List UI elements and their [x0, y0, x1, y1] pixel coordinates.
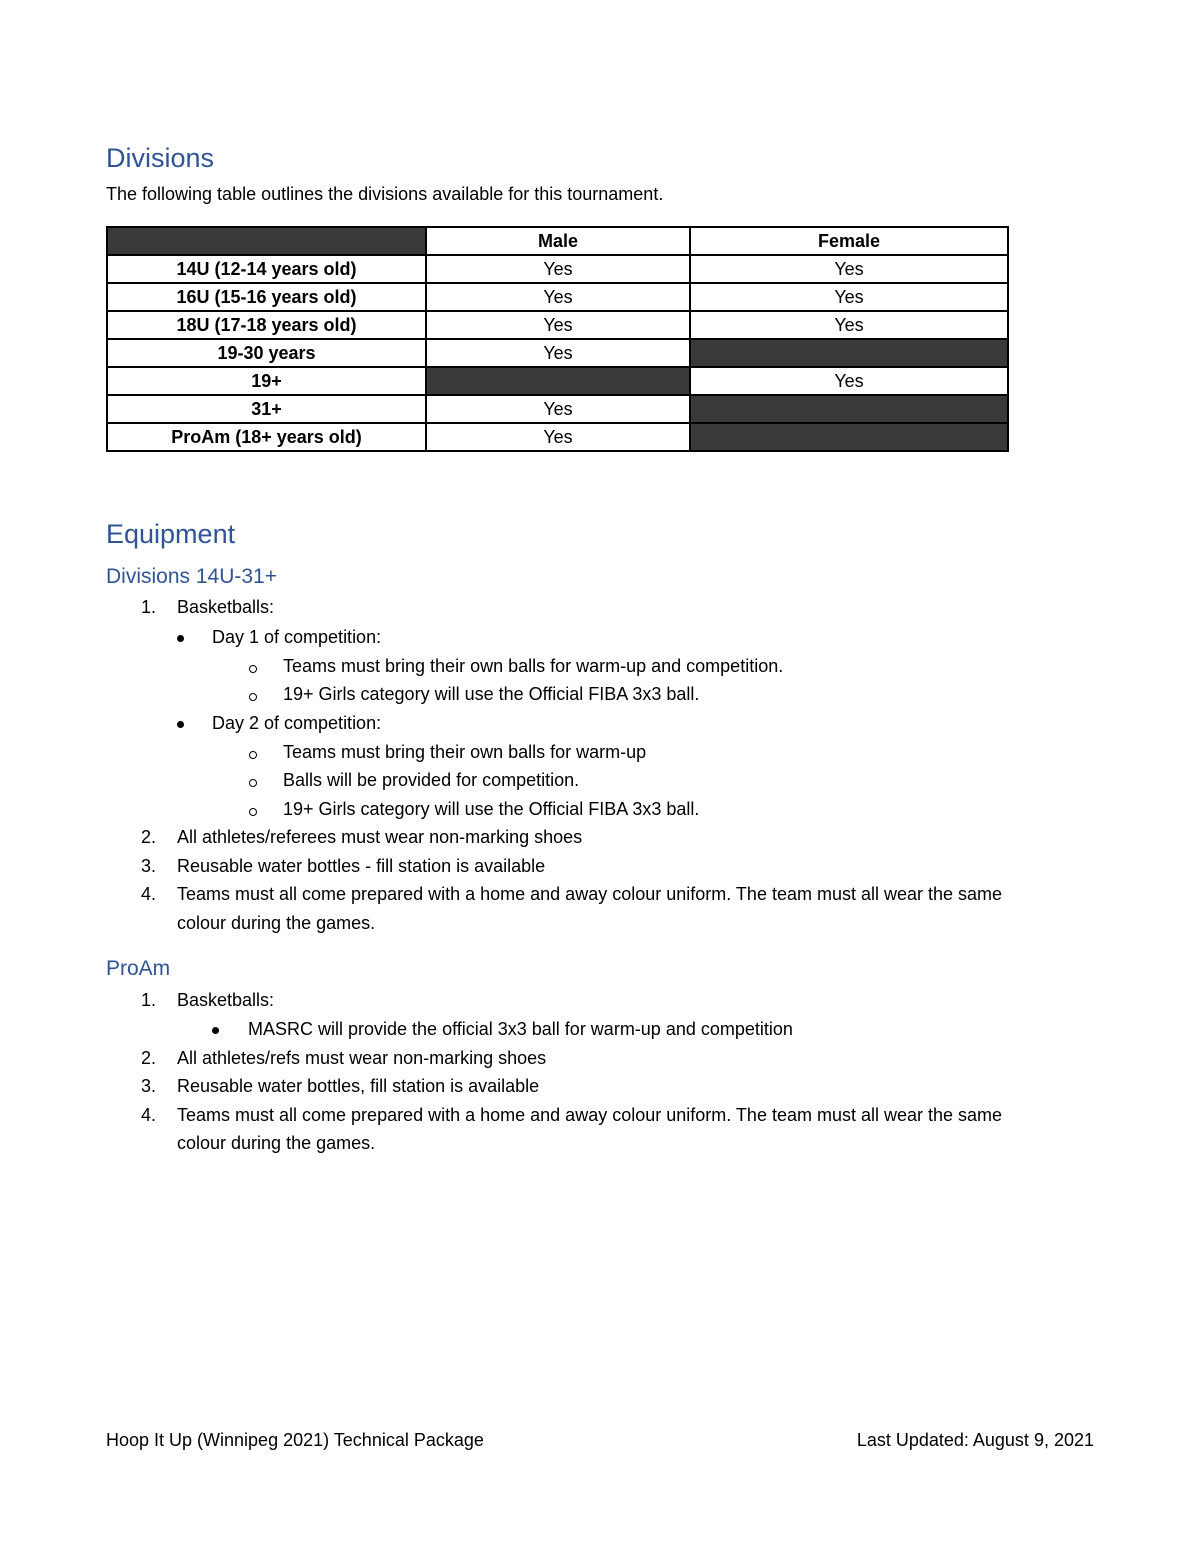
header-cell-blank	[107, 227, 426, 255]
list-item-continued: colour during the games.	[177, 1133, 376, 1153]
list-item: Day 1 of competition:	[212, 627, 382, 647]
table-header-row	[107, 227, 1008, 255]
male-cell: Yes	[426, 395, 690, 423]
bullet-icon	[177, 721, 184, 728]
list-item: Teams must bring their own balls for warm-up	[283, 742, 647, 762]
list-number: 4.	[141, 884, 157, 904]
list-number: 3.	[141, 1076, 157, 1096]
list-item: Teams must bring their own balls for warm-up and competition.	[283, 656, 784, 676]
equipment-heading: Equipment	[106, 519, 236, 549]
female-cell-unavailable	[690, 339, 1008, 367]
list-item: Reusable water bottles, fill station is available	[177, 1076, 540, 1096]
division-label: 31+	[107, 395, 426, 423]
list-item: MASRC will provide the official 3x3 ball for warm-up and competition	[248, 1019, 793, 1039]
male-cell: Yes	[426, 423, 690, 451]
list-number: 2.	[141, 827, 157, 847]
male-cell-unavailable	[426, 367, 690, 395]
division-label: 19+	[107, 367, 426, 395]
list-item: Teams must all come prepared with a home and away colour uniform. The team must all wear the same	[177, 1105, 1003, 1125]
division-label: 16U (15-16 years old)	[107, 283, 426, 311]
table-row	[107, 311, 1008, 339]
list-item: All athletes/referees must wear non-marking shoes	[177, 827, 583, 847]
female-cell-unavailable	[690, 423, 1008, 451]
list-number: 2.	[141, 1048, 157, 1068]
circle-bullet-icon	[249, 808, 257, 816]
table-row	[107, 339, 1008, 367]
footer-title: Hoop It Up (Winnipeg 2021) Technical Package	[106, 1430, 484, 1450]
list-number: 3.	[141, 856, 157, 876]
list-item-continued: colour during the games.	[177, 913, 376, 933]
list-item: 19+ Girls category will use the Official FIBA 3x3 ball.	[283, 684, 700, 704]
division-label: ProAm (18+ years old)	[107, 423, 426, 451]
table-row	[107, 255, 1008, 283]
divisions-heading: Divisions	[106, 143, 215, 173]
table-row	[107, 423, 1008, 451]
bullet-icon	[177, 635, 184, 642]
female-cell: Yes	[690, 255, 1008, 283]
divisions-table	[106, 226, 1009, 452]
male-cell: Yes	[426, 283, 690, 311]
table-row	[107, 367, 1008, 395]
circle-bullet-icon	[249, 693, 257, 701]
list-item: Reusable water bottles - fill station is available	[177, 856, 546, 876]
list-number: 1.	[141, 597, 157, 617]
list-number: 1.	[141, 990, 157, 1010]
circle-bullet-icon	[249, 665, 257, 673]
circle-bullet-icon	[249, 779, 257, 787]
list-item: Balls will be provided for competition.	[283, 770, 580, 790]
female-cell: Yes	[690, 283, 1008, 311]
list-item: Day 2 of competition:	[212, 713, 382, 733]
circle-bullet-icon	[249, 751, 257, 759]
division-label: 18U (17-18 years old)	[107, 311, 426, 339]
division-label: 14U (12-14 years old)	[107, 255, 426, 283]
female-cell-unavailable	[690, 395, 1008, 423]
list-item: Basketballs:	[177, 990, 275, 1010]
list-item: All athletes/refs must wear non-marking shoes	[177, 1048, 547, 1068]
divisions-intro: The following table outlines the divisions available for this tournament.	[106, 184, 664, 204]
header-cell-female: Female	[690, 227, 1008, 255]
list-item: 19+ Girls category will use the Official FIBA 3x3 ball.	[283, 799, 700, 819]
sub-heading-proam: ProAm	[106, 957, 171, 980]
table-row	[107, 395, 1008, 423]
male-cell: Yes	[426, 255, 690, 283]
footer-date: Last Updated: August 9, 2021	[856, 1430, 1094, 1450]
bullet-icon	[212, 1027, 219, 1034]
sub-heading-divisions: Divisions 14U-31+	[106, 565, 277, 588]
female-cell: Yes	[690, 367, 1008, 395]
male-cell: Yes	[426, 311, 690, 339]
header-cell-male: Male	[426, 227, 690, 255]
table-row	[107, 283, 1008, 311]
female-cell: Yes	[690, 311, 1008, 339]
list-item: Basketballs:	[177, 597, 275, 617]
list-item: Teams must all come prepared with a home and away colour uniform. The team must all wear the same	[177, 884, 1003, 904]
list-number: 4.	[141, 1105, 157, 1125]
male-cell: Yes	[426, 339, 690, 367]
division-label: 19-30 years	[107, 339, 426, 367]
